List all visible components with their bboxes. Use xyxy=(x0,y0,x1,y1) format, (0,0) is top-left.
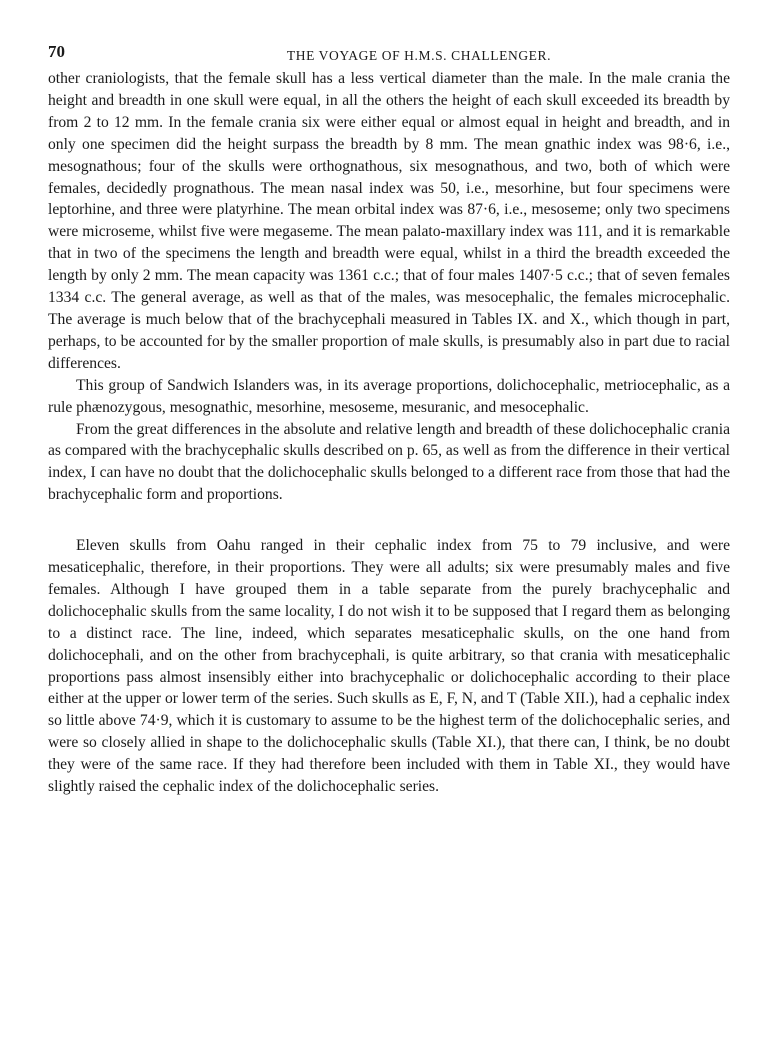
page-header xyxy=(48,38,730,68)
running-head: THE VOYAGE OF H.M.S. CHALLENGER. xyxy=(286,48,552,63)
paragraph-sandwich-islanders-summary: This group of Sandwich Islanders was, in its average proportions, dolichocephalic, metriocephalic, as a rule phænozygous, mesognathic, mesorhine, mesoseme, mesuranic, and mesocephalic. xyxy=(48,376,730,416)
paragraph-race-differences: From the great differences in the absolute and relative length and breadth of these dolichocephalic crania as compared with the brachycephalic skulls described on p. 65, as well as from the difference in their vertical index, I can have no doubt that the dolichocephalic skulls belonged to a different race from those that had the brachycephalic form and proportions. xyxy=(48,420,730,504)
paragraph-oahu-skulls: Eleven skulls from Oahu ranged in their cephalic index from 75 to 79 inclusive, and were mesaticephalic, therefore, in their proportions. They were all adults; six were presumably males and five females. Although I have grouped them in a table separate from the purely brachycephalic and dolichocephalic skulls from the same locality, I do not wish it to be supposed that I regard them as belonging to a distinct race. The line, indeed, which separates mesaticephalic skulls, on the one hand from dolichocephali, and on the other from brachycephali, is quite arbitrary, so that crania with mesaticephalic proportions pass almost insensibly either into brachycephalic or dolichocephalic according to their place either at the upper or lower term of the series. Such skulls as E, F, N, and T (Table XII.), had a cephalic index so little above 74·9, which it is customary to assume to be the highest term of the dolichocephalic series, and were so closely allied in shape to the dolichocephalic skulls (Table XI.), that there can, I think, be no doubt they were of the same race. If they had therefore been included with them in Table XI., they would have slightly raised the cephalic index of the dolichocephalic series. xyxy=(48,537,730,796)
paragraph-continued: other craniologists, that the female skull has a less vertical diameter than the male. In the male crania the height and breadth in one skull were equal, in all the others the height of each skull exceeded its breadth by from 2 to 12 mm. In the female crania six were either equal or almost equal in height and breadth, and in only one specimen did the height surpass the breadth by 8 mm. The mean gnathic index was 98·6, i.e., mesognathous; four of the skulls were orthognathous, six mesognathous, and two, both of which were females, decidedly prognathous. The mean nasal index was 50, i.e., mesorhine, but four specimens were leptorhine, and three were platyrhine. The mean orbital index was 87·6, i.e., mesoseme; only two specimens were microseme, whilst five were megaseme. The mean palato-maxillary index was 111, and it is remarkable that in two of the specimens the length and breadth were equal, whilst in a third the breadth exceeded the length by only 2 mm. The mean capacity was 1361 c.c.; that of four males 1407·5 c.c.; that of seven females 1334 c.c. The general average, as well as that of the males, was mesocephalic, the females microcephalic. The average is much below that of the brachycephali measured in Tables IX. and X., which though in part, perhaps, to be accounted for by the smaller proportion of male skulls, is presumably also in part due to racial differences. xyxy=(48,70,730,372)
page-number: 70 xyxy=(48,42,65,61)
body-text xyxy=(48,68,730,798)
book-page xyxy=(48,38,730,798)
